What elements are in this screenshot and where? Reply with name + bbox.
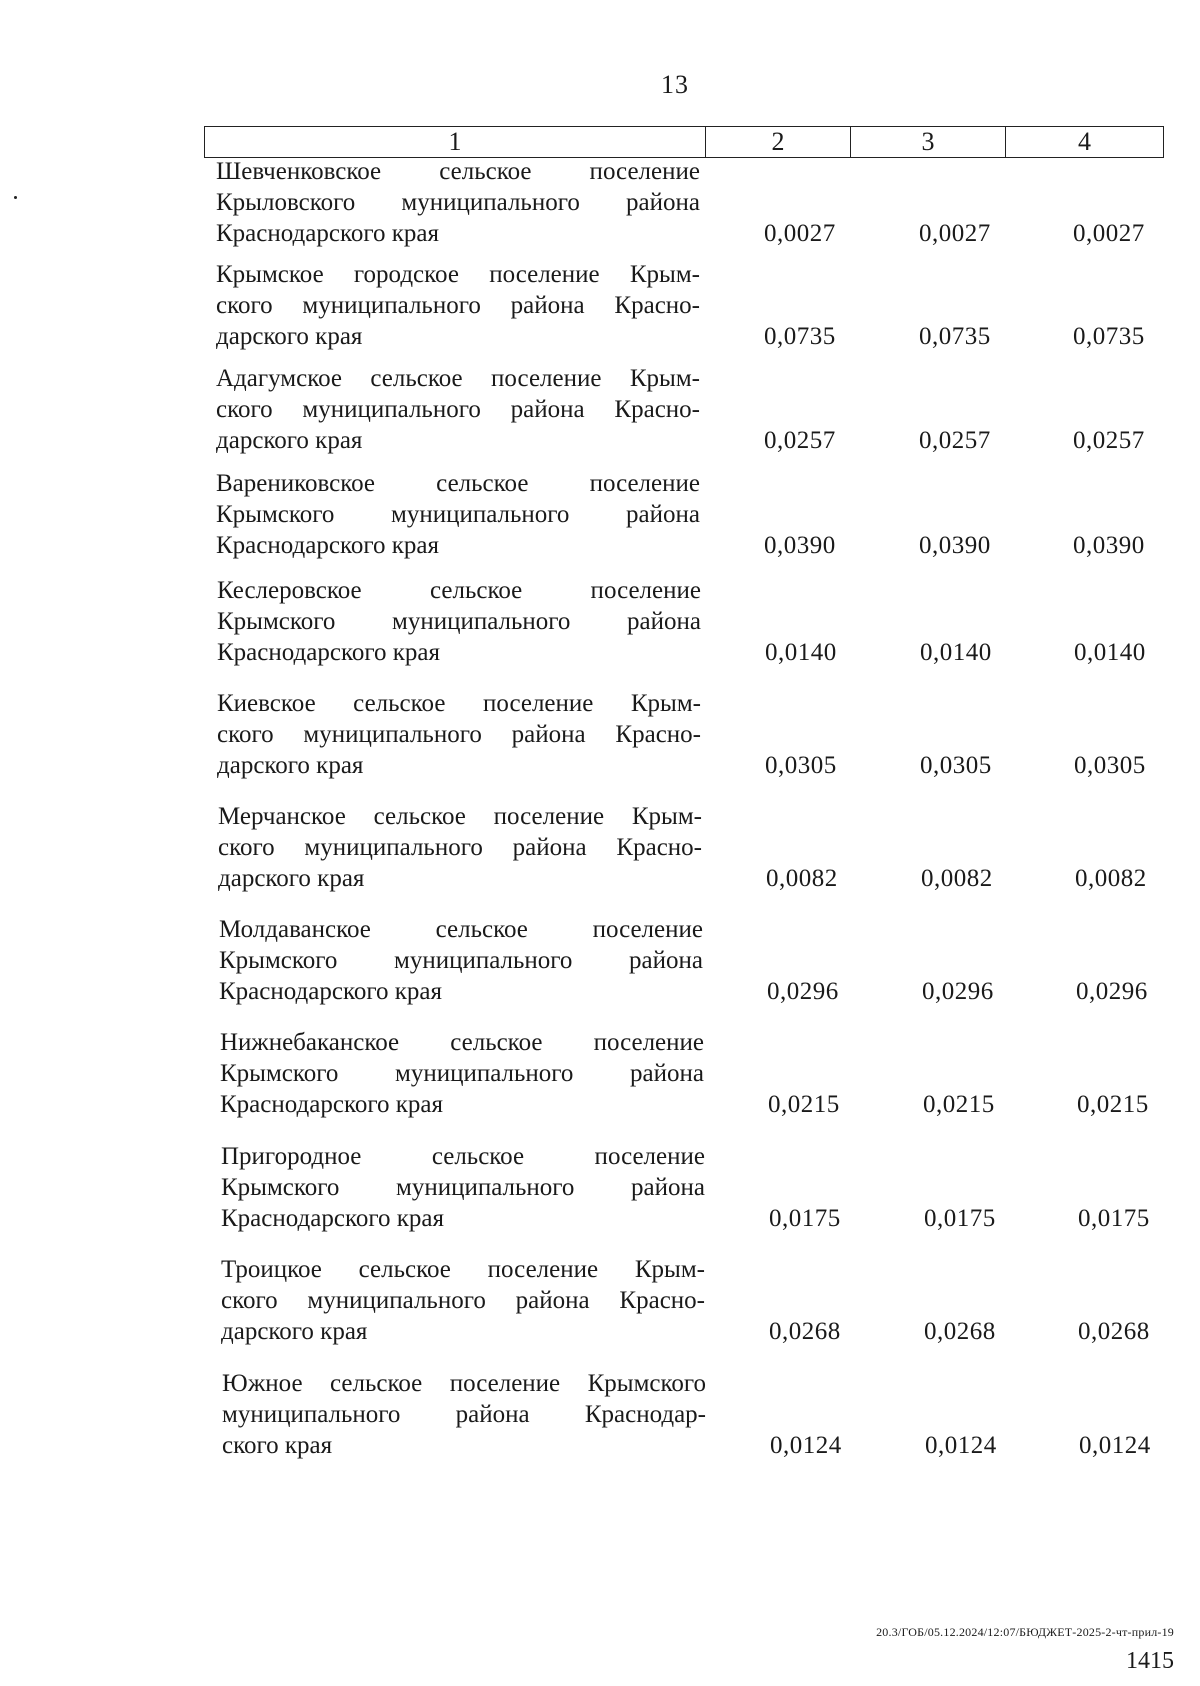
- value-col-2: 0,0215: [768, 1091, 840, 1118]
- value-col-4: 0,0257: [1073, 427, 1145, 454]
- settlement-name-line: Молдаванское сельское поселение: [219, 916, 703, 943]
- settlement-name: [221, 1141, 705, 1234]
- header-col-1: 1: [205, 127, 706, 157]
- settlement-name-line: Кеслеровское сельское поселение: [217, 577, 701, 604]
- value-col-3: 0,0735: [919, 323, 991, 350]
- header-col-2: 2: [706, 127, 851, 157]
- header-col-3: 3: [851, 127, 1006, 157]
- settlement-name-line: ского муниципального района Красно-: [221, 1287, 705, 1314]
- table-row: [216, 363, 1166, 453]
- table-row: [217, 688, 1167, 778]
- settlement-name-line: ского муниципального района Красно-: [217, 721, 701, 748]
- settlement-name: [222, 1368, 706, 1461]
- settlement-name-line: Крыловского муниципального района: [216, 189, 700, 216]
- settlement-name-line: Адагумское сельское поселение Крым-: [216, 365, 700, 392]
- value-col-4: 0,0140: [1074, 639, 1146, 666]
- page-number: 13: [661, 70, 689, 99]
- settlement-name-line: ского муниципального района Красно-: [218, 834, 702, 861]
- value-col-4: 0,0296: [1076, 978, 1148, 1005]
- value-col-4: 0,0124: [1079, 1432, 1151, 1459]
- table-row: [220, 1027, 1170, 1117]
- table-row: [216, 468, 1166, 558]
- settlement-name-line: Крымского муниципального района: [220, 1060, 704, 1087]
- settlement-name-line: дарского края: [221, 1318, 368, 1345]
- settlement-name-line: Краснодарского края: [216, 532, 439, 559]
- settlement-name: [217, 575, 701, 668]
- settlement-name: [216, 259, 700, 352]
- settlement-name: [216, 363, 700, 456]
- value-col-2: 0,0140: [765, 639, 837, 666]
- value-col-4: 0,0175: [1078, 1205, 1150, 1232]
- settlement-name-line: Киевское сельское поселение Крым-: [217, 690, 701, 717]
- settlement-name-line: ского муниципального района Красно-: [216, 396, 700, 423]
- value-col-2: 0,0390: [764, 532, 836, 559]
- table-row: [216, 259, 1166, 349]
- settlement-name-line: дарского края: [216, 427, 363, 454]
- settlement-name-line: дарского края: [216, 323, 363, 350]
- value-col-3: 0,0215: [923, 1091, 995, 1118]
- settlement-name-line: Краснодарского края: [221, 1205, 444, 1232]
- table-header: [204, 126, 1164, 158]
- settlement-name: [218, 801, 702, 894]
- value-col-3: 0,0257: [919, 427, 991, 454]
- header-col-4: 4: [1078, 127, 1091, 156]
- value-col-2: 0,0175: [769, 1205, 841, 1232]
- settlement-name: [220, 1027, 704, 1120]
- value-col-3: 0,0082: [921, 865, 993, 892]
- settlement-name-line: дарского края: [218, 865, 365, 892]
- settlement-name-line: Шевченковское сельское поселение: [216, 158, 700, 185]
- value-col-2: 0,0305: [765, 752, 837, 779]
- settlement-name-line: Крымского муниципального района: [217, 608, 701, 635]
- value-col-3: 0,0140: [920, 639, 992, 666]
- value-col-2: 0,0124: [770, 1432, 842, 1459]
- settlement-name-line: Краснодарского края: [217, 639, 440, 666]
- settlement-name: [217, 688, 701, 781]
- value-col-4: 0,0027: [1073, 220, 1145, 247]
- scan-speck: [14, 196, 17, 199]
- settlement-name-line: Пригородное сельское поселение: [221, 1143, 705, 1170]
- document-code: 20.3/ГОБ/05.12.2024/12:07/БЮДЖЕТ-2025-2-чт-прил-19: [876, 1625, 1174, 1639]
- settlement-name: [219, 914, 703, 1007]
- value-col-4: 0,0305: [1074, 752, 1146, 779]
- settlement-name-line: Краснодарского края: [216, 220, 439, 247]
- value-col-3: 0,0305: [920, 752, 992, 779]
- value-col-4: 0,0082: [1075, 865, 1147, 892]
- settlement-name: [216, 468, 700, 561]
- value-col-3: 0,0124: [925, 1432, 997, 1459]
- value-col-4: 0,0390: [1073, 532, 1145, 559]
- table-row: [216, 156, 1166, 246]
- settlement-name-line: Троицкое сельское поселение Крым-: [221, 1256, 705, 1283]
- settlement-name-line: Варениковское сельское поселение: [216, 470, 700, 497]
- settlement-name-line: Краснодарского края: [219, 978, 442, 1005]
- settlement-name: [221, 1254, 705, 1347]
- value-col-2: 0,0268: [769, 1318, 841, 1345]
- settlement-name-line: ского края: [222, 1432, 333, 1459]
- table-row: [221, 1254, 1171, 1344]
- settlement-name-line: муниципального района Краснодар-: [222, 1401, 706, 1428]
- settlement-name: [216, 156, 700, 249]
- settlement-name-line: Краснодарского края: [220, 1091, 443, 1118]
- table-row: [217, 575, 1167, 665]
- value-col-3: 0,0027: [919, 220, 991, 247]
- value-col-3: 0,0175: [924, 1205, 996, 1232]
- settlement-name-line: дарского края: [217, 752, 364, 779]
- value-col-4: 0,0268: [1078, 1318, 1150, 1345]
- value-col-2: 0,0027: [764, 220, 836, 247]
- value-col-4: 0,0215: [1077, 1091, 1149, 1118]
- value-col-2: 0,0257: [764, 427, 836, 454]
- settlement-name-line: Крымское городское поселение Крым-: [216, 261, 700, 288]
- settlement-name-line: ского муниципального района Красно-: [216, 292, 700, 319]
- settlement-name-line: Крымского муниципального района: [219, 947, 703, 974]
- value-col-4: 0,0735: [1073, 323, 1145, 350]
- value-col-3: 0,0296: [922, 978, 994, 1005]
- footer-page-number: 1415: [1126, 1648, 1174, 1674]
- settlement-name-line: Крымского муниципального района: [216, 501, 700, 528]
- table-row: [219, 914, 1169, 1004]
- value-col-2: 0,0296: [767, 978, 839, 1005]
- table-row: [222, 1368, 1172, 1458]
- settlement-name-line: Южное сельское поселение Крымского: [222, 1370, 706, 1397]
- settlement-name-line: Мерчанское сельское поселение Крым-: [218, 803, 702, 830]
- table-row: [218, 801, 1168, 891]
- settlement-name-line: Нижнебаканское сельское поселение: [220, 1029, 704, 1056]
- value-col-2: 0,0735: [764, 323, 836, 350]
- settlement-name-line: Крымского муниципального района: [221, 1174, 705, 1201]
- table-row: [221, 1141, 1171, 1231]
- value-col-3: 0,0390: [919, 532, 991, 559]
- value-col-2: 0,0082: [766, 865, 838, 892]
- value-col-3: 0,0268: [924, 1318, 996, 1345]
